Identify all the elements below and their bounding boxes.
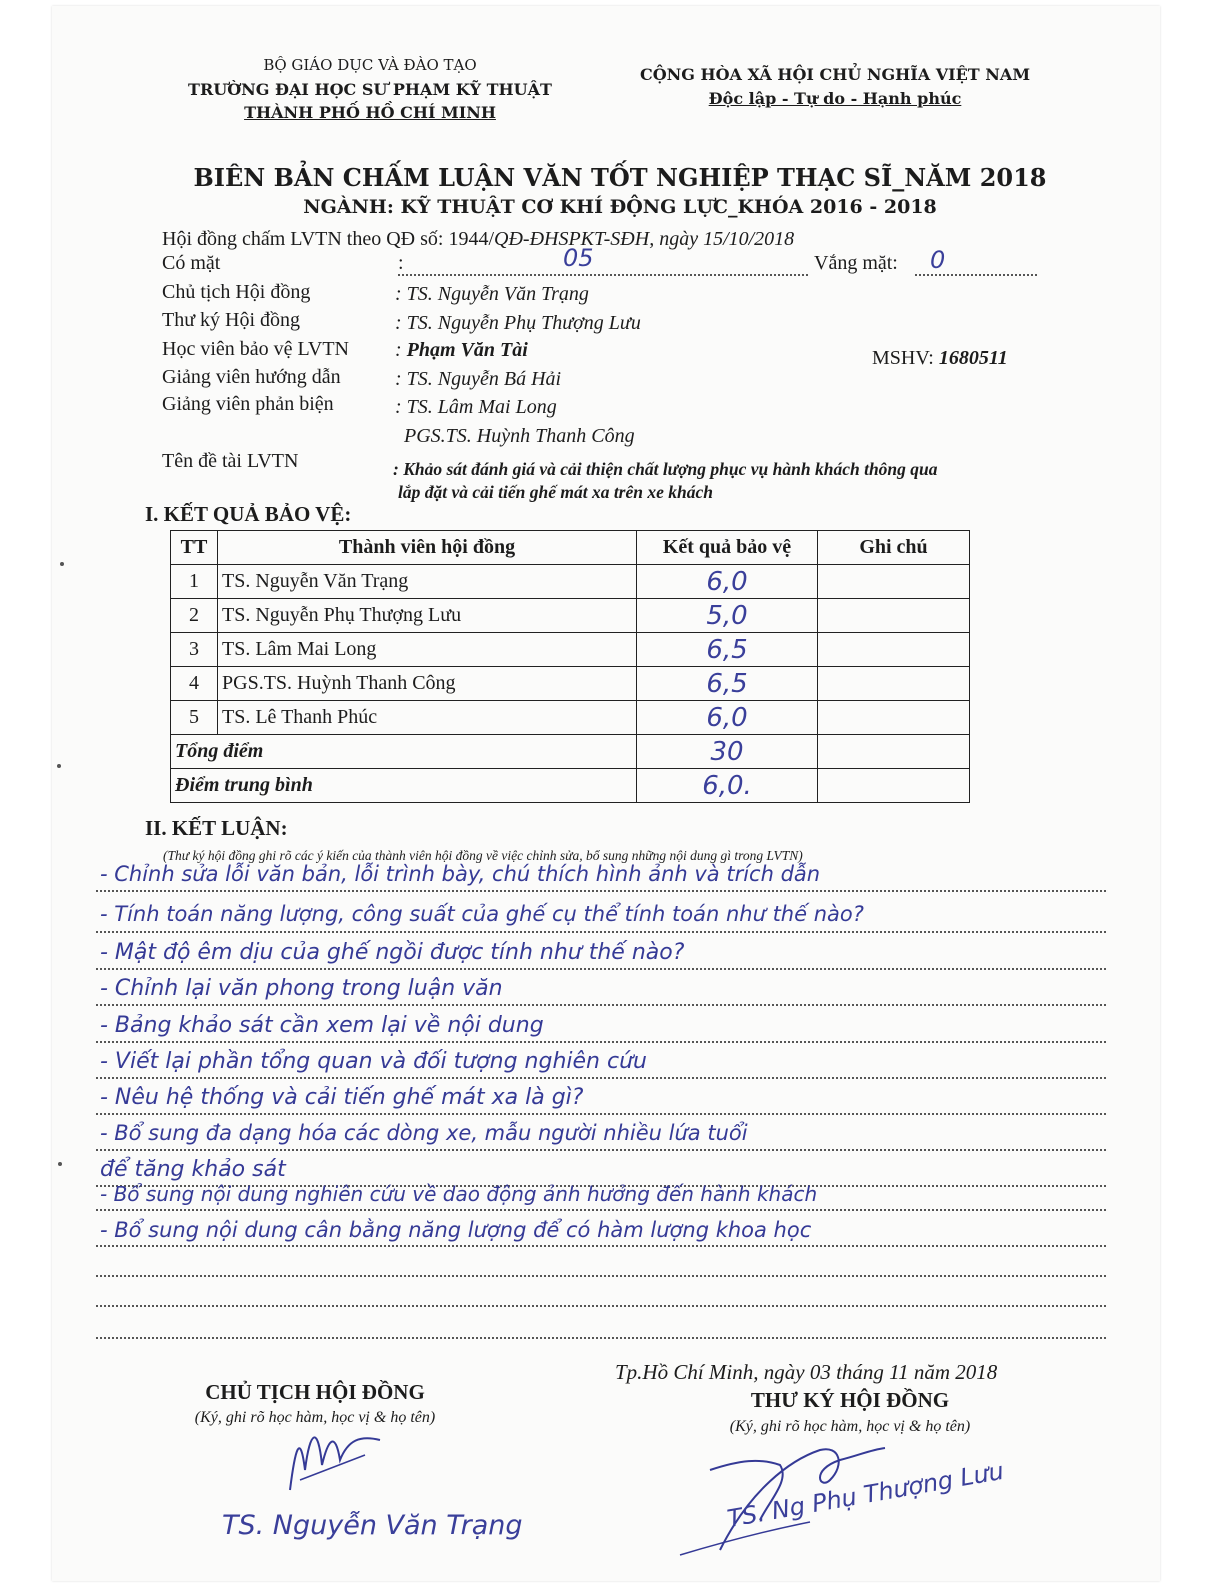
comment-line: - Viết lại phần tổng quan và đối tượng nghiên cứu [100,1049,647,1074]
row-note [818,701,970,735]
writing-line [96,1245,1106,1247]
chair-label: Chủ tịch Hội đồng [162,281,311,303]
total-value: 30 [637,735,818,769]
row-tt: 2 [171,599,218,633]
topic-line-2: lắp đặt và cải tiến ghế mát xa trên xe khách [398,482,713,502]
table-row [171,599,970,633]
row-tt: 5 [171,701,218,735]
row-tt: 4 [171,667,218,701]
reviewer-value-2: PGS.TS. Huỳnh Thanh Công [404,425,635,447]
col-member: Thành viên hội đồng [218,531,637,565]
scan-mark [60,562,64,566]
row-score: 5,0 [637,599,818,633]
absent-label: Vắng mặt: [814,252,898,274]
writing-line [96,890,1106,892]
row-score: 6,5 [637,633,818,667]
date-line: Tp.Hồ Chí Minh, ngày 03 tháng 11 năm 2018 [615,1360,998,1384]
mshv-line [872,347,1008,370]
present-value: 05 [563,244,594,272]
row-member: PGS.TS. Huỳnh Thanh Công [218,667,637,701]
writing-line [96,1275,1106,1277]
writing-line [96,1149,1106,1151]
table-header-row [171,531,970,565]
comment-line: - Nêu hệ thống và cải tiến ghế mát xa là gì? [100,1085,584,1110]
chair-value: : TS. Nguyễn Văn Trạng [395,283,589,305]
comment-line: - Mật độ êm dịu của ghế ngồi được tính như thế nào? [100,940,685,965]
writing-line [96,1209,1106,1211]
row-member: TS. Nguyễn Phụ Thượng Lưu [218,599,637,633]
comment-line: - Bổ sung nội dung cân bằng năng lượng để có hàm lượng khoa học [100,1218,812,1242]
mshv-label: MSHV: [872,347,934,369]
reviewer-value-1: : TS. Lâm Mai Long [395,396,557,418]
document-subtitle: NGÀNH: KỸ THUẬT CƠ KHÍ ĐỘNG LỰC_KHÓA 2016 - 2018 [303,196,937,218]
average-note [818,769,970,803]
row-note [818,565,970,599]
col-tt: TT [171,531,218,565]
document-title: BIÊN BẢN CHẤM LUẬN VĂN TỐT NGHIỆP THẠC SĨ_NĂM 2018 [193,163,1047,192]
row-note [818,667,970,701]
university-name: TRƯỜNG ĐẠI HỌC SƯ PHẠM KỸ THUẬT [188,80,552,99]
advisor-label: Giảng viên hướng dẫn [162,366,341,388]
section-2-heading: II. KẾT LUẬN: [145,816,288,840]
chair-title: CHỦ TỊCH HỘI ĐỒNG [205,1380,425,1404]
col-result: Kết quả bảo vệ [637,531,818,565]
row-member: TS. Lâm Mai Long [218,633,637,667]
motto: Độc lập - Tự do - Hạnh phúc [708,89,962,108]
chair-signature [270,1410,400,1500]
writing-line [96,931,1106,933]
writing-line [96,1004,1106,1006]
table-row [171,633,970,667]
mshv-value: 1680511 [938,347,1008,369]
student-name: Phạm Văn Tài [406,339,528,361]
decision-line [162,228,794,251]
section-1-heading: I. KẾT QUẢ BẢO VỆ: [145,502,352,526]
row-tt: 3 [171,633,218,667]
secretary-label: Thư ký Hội đồng [162,309,301,331]
comment-line: - Tính toán năng lượng, công suất của ghế cụ thể tính toán như thế nào? [100,902,864,926]
chair-note: (Ký, ghi rõ học hàm, học vị & họ tên) [194,1409,436,1426]
writing-line [96,968,1106,970]
comment-line: - Chỉnh sửa lỗi văn bản, lỗi trình bày, chú thích hình ảnh và trích dẫn [100,862,821,886]
comment-line: - Bổ sung đa dạng hóa các dòng xe, mẫu người nhiều lứa tuổi [100,1121,748,1145]
comment-line: - Bảng khảo sát cần xem lại về nội dung [100,1013,544,1038]
writing-line [96,1077,1106,1079]
advisor-value: : TS. Nguyễn Bá Hải [395,368,562,390]
writing-line [96,1305,1106,1307]
row-member: TS. Nguyễn Văn Trạng [218,565,637,599]
absent-dotline [915,274,1037,276]
table-row [171,667,970,701]
total-note [818,735,970,769]
secretary-title: THƯ KÝ HỘI ĐỒNG [750,1388,950,1412]
table-row [171,701,970,735]
writing-line [96,1041,1106,1043]
secretary-note: (Ký, ghi rõ học hàm, học vị & họ tên) [729,1418,971,1435]
reviewer-label: Giảng viên phản biện [162,393,334,415]
row-note [818,633,970,667]
row-note [818,599,970,633]
country-name: CỘNG HÒA XÃ HỘI CHỦ NGHĨA VIỆT NAM [639,65,1031,84]
decision-suffix: QĐ-ĐHSPKT-SĐH, ngày 15/10/2018 [494,228,795,250]
average-label: Điểm trung bình [171,769,637,803]
average-row [171,769,970,803]
scan-mark [58,1162,62,1166]
section-2-instruction: (Thư ký hội đồng ghi rõ các ý kiến của thành viên hội đồng về việc chỉnh sửa, bổ sung những nội dung gì trong LVTN) [163,848,803,863]
row-score: 6,0 [637,565,818,599]
secretary-value: : TS. Nguyễn Phụ Thượng Lưu [395,312,641,334]
topic-label: Tên đề tài LVTN [162,450,299,472]
chair-name-handwritten: TS. Nguyễn Văn Trạng [222,1510,523,1541]
topic-line-1: : Khảo sát đánh giá và cải thiện chất lượng phục vụ hành khách thông qua [393,459,938,479]
total-label: Tổng điểm [171,735,637,769]
row-tt: 1 [171,565,218,599]
row-member: TS. Lê Thanh Phúc [218,701,637,735]
ministry-name: BỘ GIÁO DỤC VÀ ĐÀO TẠO [263,56,477,74]
absent-value: 0 [930,246,946,274]
row-score: 6,0 [637,701,818,735]
present-dotline: : [398,252,808,276]
row-score: 6,5 [637,667,818,701]
present-label: Có mặt [162,252,221,274]
comment-line: để tăng khảo sát [100,1157,286,1182]
writing-line [96,1113,1106,1115]
total-row [171,735,970,769]
decision-prefix: Hội đồng chấm LVTN theo QĐ số: 1944/ [162,228,495,250]
secretary-name-handwritten: TS. Ng Phụ Thượng Lưu [725,1456,1006,1533]
results-table [170,530,970,803]
comment-line: - Chỉnh lại văn phong trong luận văn [100,976,503,1001]
scan-mark [57,764,61,768]
writing-line [96,1337,1106,1339]
col-note: Ghi chú [818,531,970,565]
city-name: THÀNH PHỐ HỒ CHÍ MINH [244,103,496,122]
student-value-line: : Phạm Văn Tài [395,339,528,361]
comment-line: - Bổ sung nội dung nghiên cứu về dao động ảnh hưởng đến hành khách [100,1182,818,1206]
table-row [171,565,970,599]
average-value: 6,0. [637,769,818,803]
student-label: Học viên bảo vệ LVTN [162,338,349,360]
